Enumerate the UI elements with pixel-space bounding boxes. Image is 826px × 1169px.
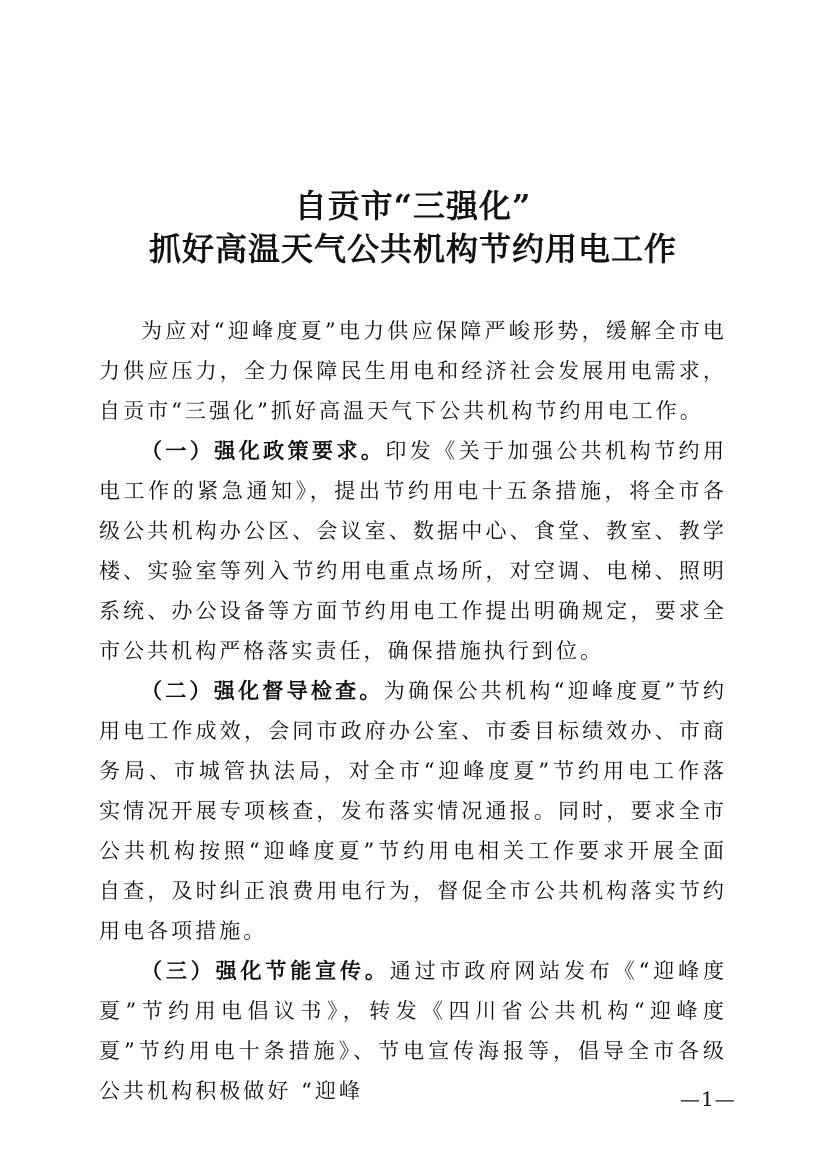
section-paragraph-2	[99, 671, 727, 951]
section-heading-2: （二）强化督导检查。	[141, 678, 384, 703]
page-number: —1—	[680, 1087, 736, 1111]
document-title-line1: 自贡市“三强化”	[294, 187, 532, 225]
section-heading-1: （一）强化政策要求。	[141, 438, 386, 463]
section-paragraph-1	[99, 431, 727, 671]
document-title-line2: 抓好高温天气公共机构节约用电工作	[148, 230, 677, 268]
section-text-2: 为确保公共机构“迎峰度夏”节约用电工作成效，会同市政府办公室、市委目标绩效办、市商务局、市城管执法局，对全市“迎峰度夏”节约用电工作落实情况开展专项核查，发布落实情况通报。同时，要求全市公共机构按照“迎峰度夏”节约用电相关工作要求开展全面自查，及时纠正浪费用电行为，督促全市公共机构落实节约用电各项措施。	[99, 679, 727, 943]
intro-paragraph: 为应对“迎峰度夏”电力供应保障严峻形势，缓解全市电力供应压力，全力保障民生用电和经济社会发展用电需求，自贡市“三强化”抓好高温天气下公共机构节约用电工作。	[99, 319, 727, 423]
section-paragraph-3	[99, 951, 727, 1111]
section-text-1: 印发《关于加强公共机构节约用电工作的紧急通知》，提出节约用电十五条措施，将全市各级公共机构办公区、会议室、数据中心、食堂、教室、教学楼、实验室等列入节约用电重点场所，对空调、电梯、照明系统、办公设备等方面节约用电工作提出明确规定，要求全市公共机构严格落实责任，确保措施执行到位。	[99, 439, 727, 663]
section-text-3: 通过市政府网站发布《“迎峰度夏”节约用电倡议书》，转发《四川省公共机构“迎峰度夏”节约用电十条措施》、节电宣传海报等，倡导全市各级公共机构积极做好 “迎峰	[99, 959, 728, 1103]
section-heading-3: （三）强化节能宣传。	[141, 958, 390, 983]
document-body	[99, 311, 727, 1111]
